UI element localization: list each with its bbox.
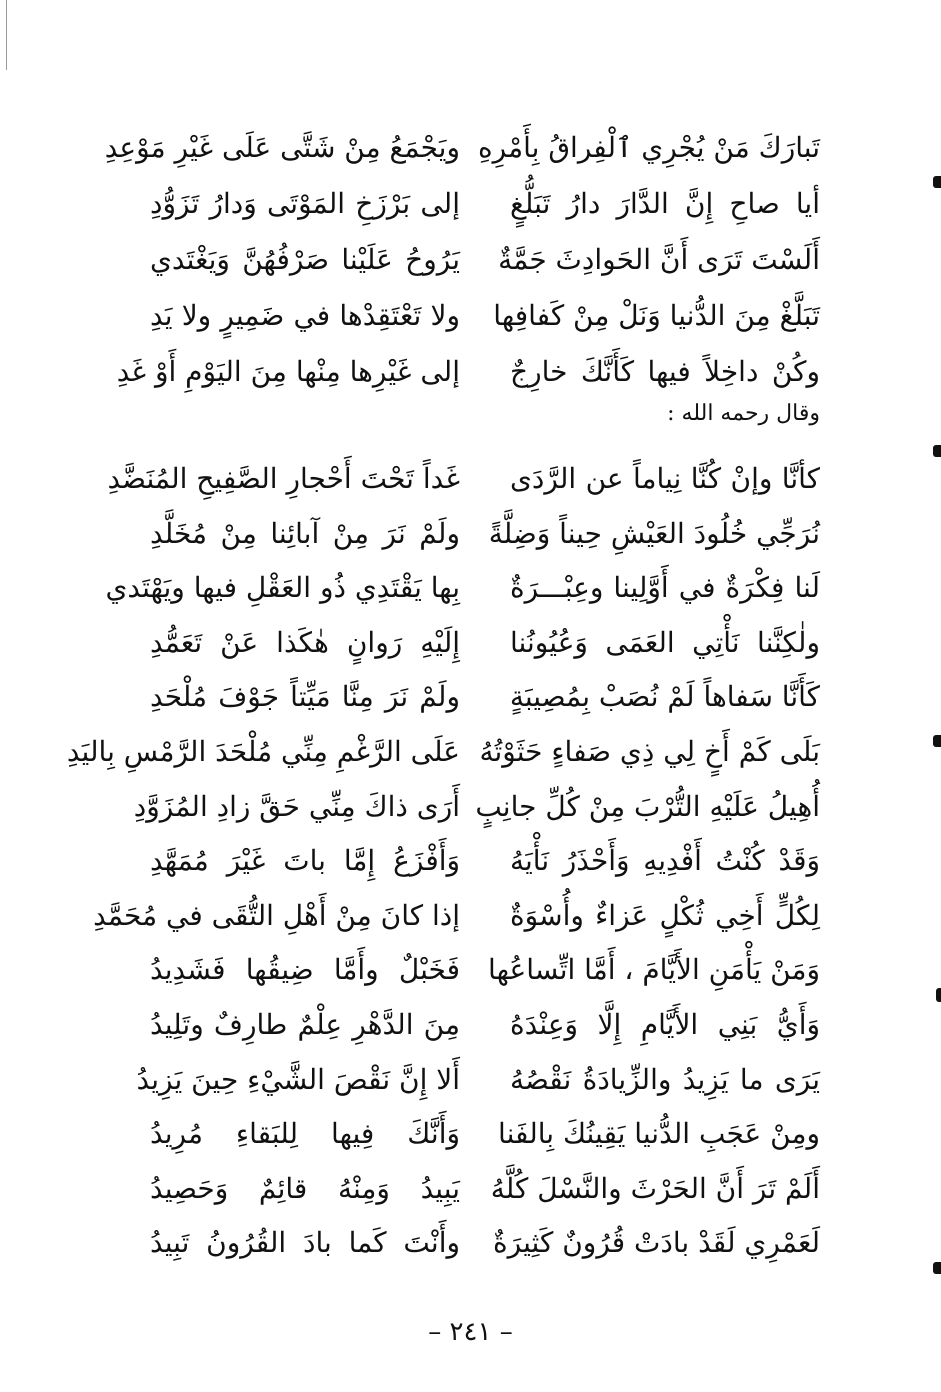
hemistich-second: مِنَ الدَّهْرِ عِلْمٌ طارِفٌ وتَلِيدُ: [150, 1007, 460, 1041]
hemistich-second: إِلَيْهِ رَوانٍ هٰكَذا عَنْ تَعَمُّدِ: [150, 625, 460, 659]
hemistich-second: غَداً تَحْتَ أَحْجارِ الصَّفِيحِ المُنَضَّدِ: [107, 462, 460, 495]
verse-line: [150, 1216, 820, 1271]
verse-line: [150, 232, 820, 288]
poem-first: [104, 120, 820, 400]
hemistich-second: ولا تَعْتَقِدْها في ضَمِيرٍ ولا يَدِ: [150, 299, 460, 332]
hemistich-first: بَلَى كَمْ أَخٍ لِي ذِي صَفاءٍ حَثَوْتُهُ: [479, 734, 820, 768]
poem-intro-heading: وقال رحمه الله :: [667, 401, 820, 426]
hemistich-second: ويَجْمَعُ مِنْ شَتَّى عَلَى غَيْرِ مَوْعِدِ: [104, 131, 460, 164]
verse-line: [150, 998, 820, 1053]
scan-edge-line: [6, 0, 7, 70]
verse-line: [150, 507, 820, 562]
hemistich-second: يَرُوحُ عَلَيْنا صَرْفُهُنَّ وَيَغْتَدي: [150, 243, 460, 276]
hemistich-second: أَلا إِنَّ نَقْصَ الشَّيْءِ حِينَ يَزِيدُ: [136, 1062, 460, 1096]
hemistich-first: ولٰكِنَّنا نَأْتِي العَمَى وَعُيُونُنا: [510, 625, 820, 659]
hemistich-first: كأنَّا وإنْ كُنَّا نِياماً عن الرَّدَى: [510, 462, 820, 495]
hemistich-second: بِها يَقْتَدِي ذُو العَقْلِ فيها ويَهْتَدي: [105, 571, 460, 605]
margin-mark: [936, 988, 941, 1002]
hemistich-first: وَقَدْ كُنْتُ أَفْدِيهِ وَأَحْذَرُ نَأْيَهُ: [510, 844, 820, 878]
margin-mark: [933, 176, 941, 188]
hemistich-second: وأَنْتَ كَما بادَ القُرُونُ تَبِيدُ: [150, 1226, 460, 1260]
hemistich-first: وَمَنْ يَأْمَنِ الأَيَّامَ ، أَمَّا اتِّساعُها: [488, 953, 820, 987]
verse-line: [133, 780, 820, 835]
verse-line: [104, 120, 820, 176]
hemistich-first: أَلَسْتَ تَرَى أَنَّ الحَوادِثَ جَمَّةٌ: [498, 243, 820, 276]
hemistich-first: كَأَنَّا سَفاهاً لَمْ نُصَبْ بِمُصِيبَةٍ: [509, 680, 820, 714]
verse-line: [150, 834, 820, 889]
verse-line: [107, 452, 820, 507]
hemistich-first: أَلَمْ تَرَ أَنَّ الحَرْثَ والنَّسْلَ كُلَّهُ: [490, 1171, 820, 1205]
hemistich-first: وَأَيُّ بَنِي الأَيَّامِ إِلَّا وَعِنْدَهُ: [510, 1007, 820, 1041]
page-number: – ٢٤١ –: [428, 1317, 513, 1347]
poem-second: [66, 452, 820, 1271]
hemistich-second: وَأَنَّكَ فِيها لِلبَقاءِ مُرِيدُ: [150, 1117, 460, 1151]
hemistich-second: إلى بَرْزَخِ المَوْتَى وَدارُ تَزَوُّدِ: [150, 187, 460, 220]
hemistich-first: ومِنْ عَجَبِ الدُّنيا يَقِينُكَ بِالفَنا: [498, 1117, 820, 1151]
verse-line: [136, 1053, 820, 1108]
hemistich-first: تَبارَكَ مَنْ يُجْرِي ٱلْفِراقُ بِأَمْرِهِ: [477, 131, 820, 164]
verse-line: [150, 943, 820, 998]
verse-line: [105, 561, 820, 616]
hemistich-first: يَرَى ما يَزِيدُ والزِّيادَةُ نَقْصُهُ: [510, 1062, 820, 1096]
hemistich-first: لَنا فِكْرَةٌ في أَوَّلِينا وعِبْـــرَةٌ: [510, 571, 820, 605]
hemistich-second: إلى غَيْرِها مِنْها مِنَ اليَوْمِ أَوْ غَدِ: [116, 355, 460, 388]
hemistich-second: ولَمْ نَرَ مِنْ آبائِنا مِنْ مُخَلَّدِ: [150, 516, 460, 550]
hemistich-second: إذا كانَ مِنْ أَهْلِ التُّقَى في مُحَمَّدِ: [93, 898, 460, 932]
hemistich-first: لَعَمْرِي لَقَدْ بادَتْ قُرُونٌ كَثِيرَةٌ: [492, 1226, 820, 1260]
hemistich-first: لِكُلٍّ أَخِي ثُكْلٍ عَزاءٌ وأُسْوَةٌ: [510, 898, 820, 932]
verse-line: [150, 1162, 820, 1217]
hemistich-first: تَبَلَّغْ مِنَ الدُّنيا وَنَلْ مِنْ كَفافِها: [493, 299, 820, 332]
verse-line: [150, 670, 820, 725]
verse-line: [150, 288, 820, 344]
hemistich-second: ولَمْ نَرَ مِنَّا مَيِّتاً جَوْفَ مُلْحَدِ: [150, 680, 460, 714]
margin-mark: [933, 445, 941, 457]
hemistich-second: وَأَفْزَعُ إِمَّا باتَ غَيْرَ مُمَهَّدِ: [150, 844, 460, 878]
hemistich-first: وكُنْ داخِلاً فيها كَأَنَّكَ خارِجٌ: [510, 355, 820, 388]
hemistich-second: أَرَى ذاكَ مِنِّي حَقَّ زادِ المُزَوَّدِ: [133, 789, 460, 823]
verse-line: [150, 616, 820, 671]
hemistich-first: أيا صاحِ إِنَّ الدَّارَ دارُ تَبَلُّغٍ: [510, 187, 820, 220]
hemistich-second: فَخَبْلٌ وأَمَّا ضِيقُها فَشَدِيدُ: [150, 953, 460, 987]
verse-line: [150, 176, 820, 232]
verse-line: [116, 344, 820, 400]
margin-mark: [933, 735, 941, 747]
hemistich-first: أُهِيلُ عَلَيْهِ التُّرْبَ مِنْ كُلِّ جانِبٍ: [475, 789, 820, 823]
hemistich-second: عَلَى الرَّغْمِ مِنِّي مُلْحَدَ الرَّمْسِ بِاليَدِ: [66, 734, 460, 768]
hemistich-second: يَبِيدُ وَمِنْهُ قائِمٌ وَحَصِيدُ: [150, 1171, 460, 1205]
verse-line: [66, 725, 820, 780]
verse-line: [150, 1107, 820, 1162]
verse-line: [93, 889, 820, 944]
hemistich-first: نُرَجِّي خُلُودَ العَيْشِ حِيناً وَضِلَّةً: [488, 516, 820, 550]
margin-mark: [933, 1262, 941, 1274]
